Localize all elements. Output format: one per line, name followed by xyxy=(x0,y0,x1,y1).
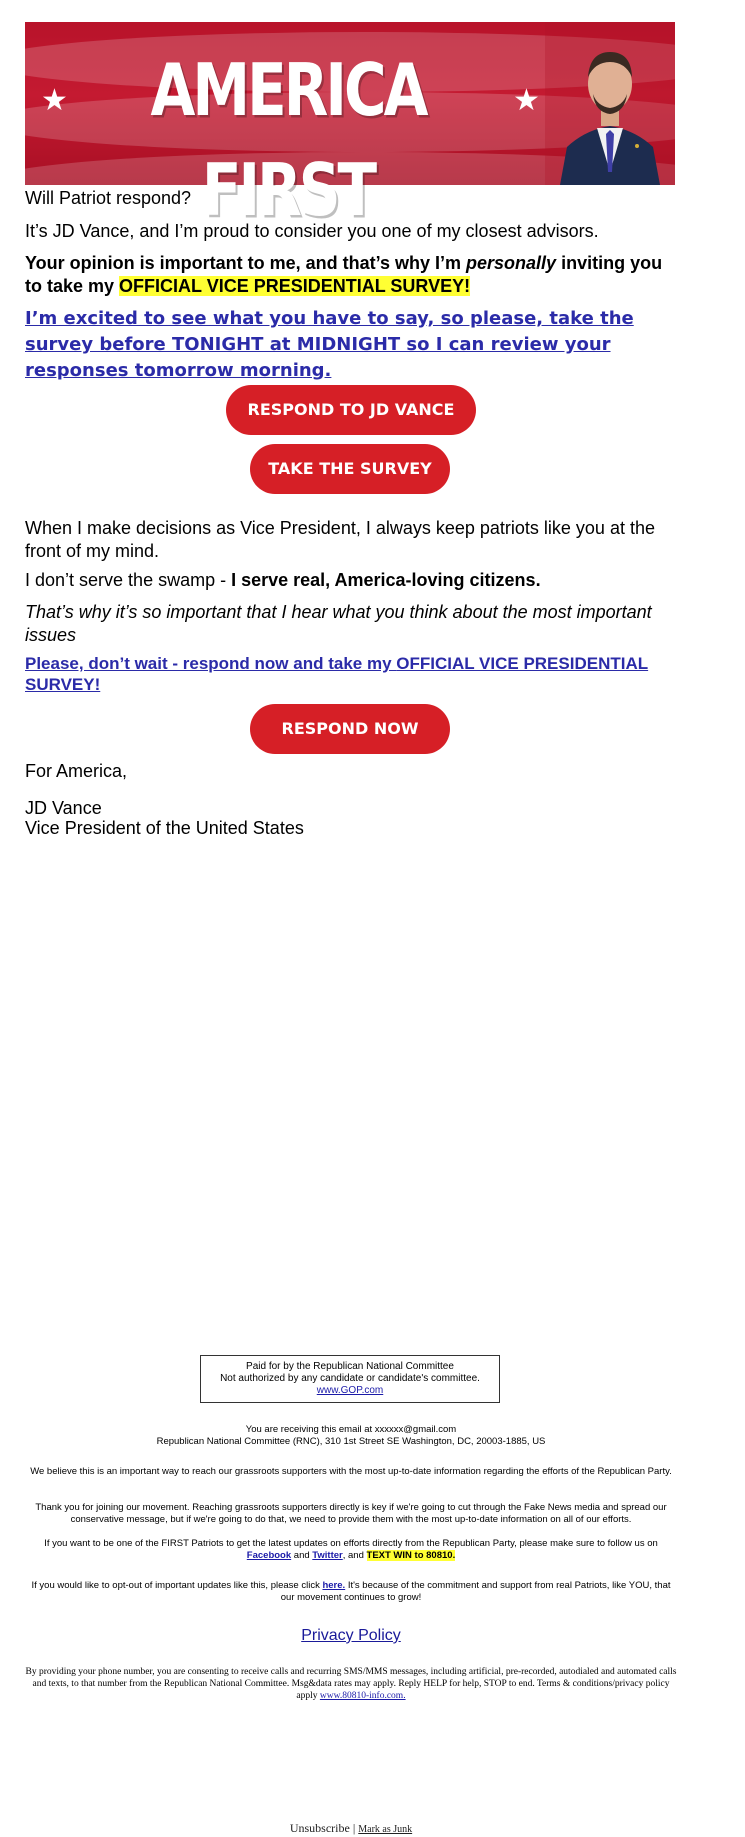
thank-you-paragraph: Thank you for joining our movement. Reaching grassroots supporters directly is key if we're going to cut through the Fake News media and spread our conservative message, but if we're going to do that, we need to provide them with the most up-to-date information on all of our efforts. xyxy=(35,1502,667,1525)
first-patriots-text: If you want to be one of the FIRST Patriots to get the latest updates on efforts directly from the Republican Party, please make sure to follow us on xyxy=(44,1538,658,1549)
paid-line-2: Not authorized by any candidate or candidate's committee. xyxy=(220,1373,480,1384)
swamp-text: I don’t serve the swamp - xyxy=(25,570,232,590)
opt-out-paragraph xyxy=(25,1580,677,1604)
banner-headline: AMERICA FIRST xyxy=(150,47,426,233)
believe-paragraph: We believe this is an important way to reach our grassroots supporters with the most up-to-date information regarding the efforts of the Republican Party. xyxy=(30,1466,672,1477)
why-important-paragraph: That’s why it’s so important that I hear what you think about the most important issues xyxy=(25,602,652,645)
sms-disclaimer-text: By providing your phone number, you are consenting to receive calls and recurring SMS/MMS messages, including artificial, pre-recorded, autodialed and automated calls and texts, to that number from the Republican National Committee. Msg&data rates may apply. Reply HELP for help, STOP to end. Terms & conditions/privacy policy apply xyxy=(25,1667,677,1701)
gop-link[interactable]: www.GOP.com xyxy=(316,1385,384,1396)
dont-wait-bold: OFFICIAL VICE PRESIDENTIAL SURVEY! xyxy=(25,654,649,694)
jd-vance-portrait xyxy=(545,22,675,185)
decisions-paragraph: When I make decisions as Vice President, I always keep patriots like you at the front of my mind. xyxy=(25,518,655,561)
sms-disclaimer xyxy=(25,1666,677,1702)
swamp-paragraph xyxy=(25,569,677,592)
opt-out-link[interactable]: here. xyxy=(322,1580,346,1591)
rnc-address: Republican National Committee (RNC), 310 1st Street SE Washington, DC, 20003-1885, US xyxy=(156,1436,546,1447)
take-the-survey-button[interactable]: TAKE THE SURVEY xyxy=(250,444,450,494)
paid-for-disclaimer xyxy=(200,1355,500,1403)
signoff: For America, xyxy=(25,761,128,781)
opinion-text: Your opinion is important to me, and that’s why I’m xyxy=(25,253,467,273)
opt-out-text: If you would like to opt-out of important updates like this, please click xyxy=(31,1580,323,1591)
sms-info-link[interactable]: www.80810-info.com. xyxy=(319,1691,406,1701)
star-icon: ★ xyxy=(41,84,68,117)
dont-wait-text: Please, don’t wait - respond now and take my xyxy=(25,654,397,673)
respond-now-button[interactable]: RESPOND NOW xyxy=(250,704,450,754)
greeting: Will Patriot respond? xyxy=(25,188,192,208)
star-icon: ★ xyxy=(513,84,540,117)
twitter-link[interactable]: Twitter xyxy=(312,1550,343,1561)
opinion-text-2: inviting you to take my xyxy=(25,253,663,296)
paid-line-1: Paid for by the Republican National Committee xyxy=(246,1361,454,1372)
signature-name: JD Vance xyxy=(25,798,102,818)
and-comma-text: , and xyxy=(342,1550,367,1561)
unsubscribe-row xyxy=(25,1821,677,1837)
respond-to-jd-vance-button[interactable]: RESPOND TO JD VANCE xyxy=(226,385,476,435)
privacy-policy-row xyxy=(25,1626,677,1646)
facebook-link[interactable]: Facebook xyxy=(246,1550,292,1561)
swamp-bold: I serve real, America-loving citizens. xyxy=(231,570,541,590)
receiving-email-notice: You are receiving this email at xxxxxx@gmail.com xyxy=(245,1424,457,1435)
intro-paragraph: It’s JD Vance, and I’m proud to consider you one of my closest advisors. xyxy=(25,221,599,241)
official-survey-highlight: OFFICIAL VICE PRESIDENTIAL SURVEY! xyxy=(119,276,471,296)
unsubscribe-text[interactable]: Unsubscribe xyxy=(289,1821,350,1835)
first-patriots-paragraph xyxy=(25,1538,677,1562)
signature-title: Vice President of the United States xyxy=(25,818,304,838)
dont-wait-link[interactable] xyxy=(25,653,677,695)
privacy-policy-link[interactable]: Privacy Policy xyxy=(301,1627,401,1644)
opinion-paragraph xyxy=(25,252,677,298)
excited-survey-link[interactable]: I’m excited to see what you have to say, so please, take the survey before TONIGHT at MIDNIGHT so I can review your responses tomorrow morning. xyxy=(25,308,634,381)
opinion-italic: personally xyxy=(466,253,557,273)
separator: | xyxy=(352,1821,356,1835)
text-win-highlight: TEXT WIN to 80810. xyxy=(366,1550,456,1561)
opt-out-text-2: It's because of the commitment and support from real Patriots, like YOU, that our movement continues to grow! xyxy=(280,1580,671,1603)
mark-as-junk-link[interactable]: Mark as Junk xyxy=(358,1824,413,1835)
and-text: and xyxy=(291,1550,313,1561)
